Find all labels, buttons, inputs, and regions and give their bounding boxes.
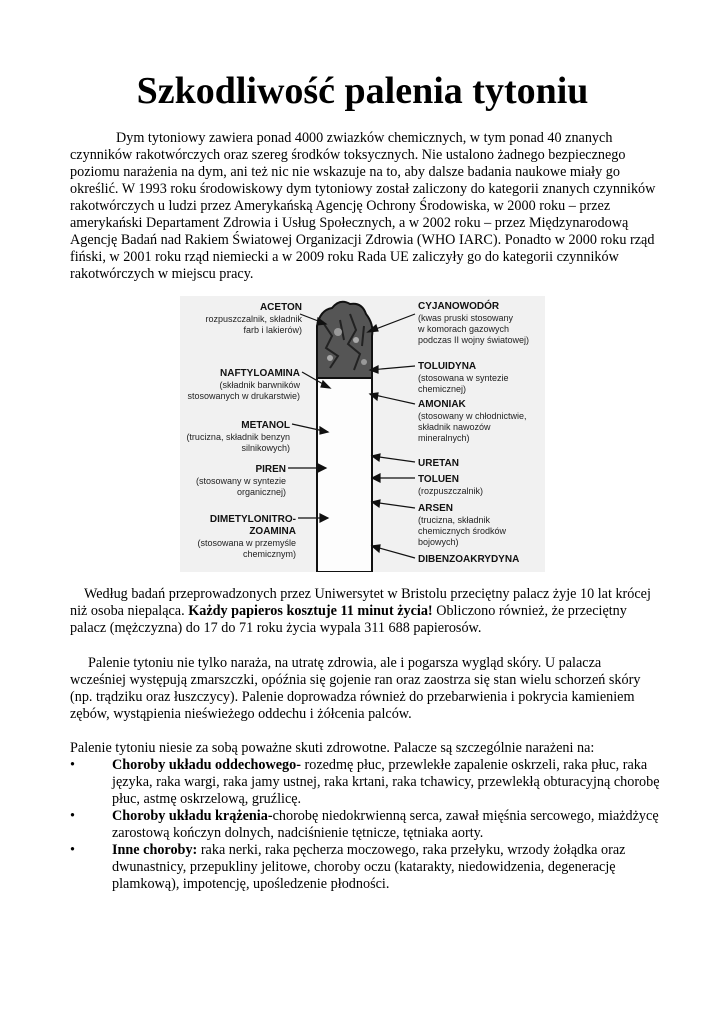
svg-text:organicznej): organicznej): [236, 487, 286, 497]
svg-text:(stosowana w przemyśle: (stosowana w przemyśle: [197, 538, 296, 548]
list-item: • Choroby układu krążenia-chorobę niedokrwienną serca, zawał mięśnia sercowego, miażdżycę zarostową kończyn dolnych, nadciśnienie tętnicze, tętniaka aorty.: [70, 808, 659, 841]
svg-text:w komorach gazowych: w komorach gazowych: [418, 324, 510, 334]
svg-text:chemicznej): chemicznej): [418, 384, 467, 394]
svg-text:(trucizna, składnik benzyn: (trucizna, składnik benzyn: [186, 432, 290, 442]
cigarette-icon: [317, 302, 372, 572]
svg-text:(rozpuszczalnik): (rozpuszczalnik): [418, 486, 484, 496]
label-aceton: ACETON: [259, 302, 302, 313]
label-cyjanowodor: CYJANOWODÓR: [418, 301, 500, 312]
label-amoniak: AMONIAK: [418, 399, 466, 410]
svg-text:(stosowana w syntezie: (stosowana w syntezie: [418, 373, 509, 383]
svg-text:(trucizna, składnik: (trucizna, składnik: [418, 515, 491, 525]
diseases-section: [70, 740, 660, 893]
svg-text:ZOAMINA: ZOAMINA: [249, 526, 296, 537]
label-dibenzoakrydyna: DIBENZOAKRYDYNA: [418, 554, 520, 565]
list-item: • Choroby układu oddechowego- rozedmę płuc, przewlekłe zapalenie oskrzeli, raka płuc, raka języka, raka wargi, raka jamy ustnej, raka krtani, raka tchawicy, przewlekłą obturacyjną chorobę płuc, astmę oskrzelową, gruźlicę.: [70, 757, 660, 807]
svg-text:(stosowany w chłodnictwie,: (stosowany w chłodnictwie,: [418, 411, 527, 421]
page-title: Szkodliwość palenia tytoniu: [136, 70, 589, 112]
label-uretan: URETAN: [418, 458, 459, 469]
label-arsen: ARSEN: [418, 503, 454, 514]
svg-text:składnik nawozów: składnik nawozów: [418, 422, 491, 432]
svg-text:podczas II wojny światowej): podczas II wojny światowej): [418, 335, 530, 345]
svg-text:farb i lakierów): farb i lakierów): [243, 325, 302, 335]
label-metanol: METANOL: [241, 420, 290, 431]
bristol-paragraph: Według badań przeprowadzonych przez Uniwersytet w Bristolu przeciętny palacz żyje 10 lat krócej niż osoba niepaląca. Każdy papieros kosztuje 11 minut życia! Obliczono również, że przeciętny palacz (mężczyzna) do 17 do 71 roku życia wypala 311 688 papierosów.: [70, 586, 651, 636]
intro-paragraph: Dym tytoniowy zawiera ponad 4000 zwiazków chemicznych, w tym ponad 40 znanych czynników rakotwórczych oraz szereg środków toksycznych. Nie ustalono żadnego bezpiecznego poziomu narażenia na dym, ani też nic nie wskazuje na to, aby dalsze badania naukowe miały go określić. W 1993 roku środowiskowy dym tytoniowy został zaliczony do kategorii znanych czynników rakotwórczych u ludzi przez Amerykańską Agencję Ochrony Środowiska, w 2000 roku – przez amerykański Departament Zdrowia i Usług Społecznych, a w 2002 roku – przez Międzynarodową Agencję Badań nad Rakiem Światowej Organizacji Zdrowia (WHO IARC). Ponadto w 2000 roku rząd fiński, w 2001 roku rząd niemiecki a w 2009 roku Rada UE zaliczyły go do kategorii czynników rakotwórczych w miejscu pracy.: [70, 130, 656, 282]
label-naftyloamina: NAFTYLOAMINA: [220, 368, 300, 379]
svg-text:rozpuszczalnik, składnik: rozpuszczalnik, składnik: [205, 314, 302, 324]
label-toluidyna: TOLUIDYNA: [418, 361, 477, 372]
svg-text:chemicznych środków: chemicznych środków: [418, 526, 507, 536]
svg-text:stosowanych w drukarstwie): stosowanych w drukarstwie): [187, 391, 300, 401]
label-piren: PIREN: [255, 464, 286, 475]
svg-text:bojowych): bojowych): [418, 537, 459, 547]
list-item: • Inne choroby: raka nerki, raka pęcherza moczowego, raka przełyku, wrzody żołądka oraz dwunastnicy, przepukliny jelitowe, choroby oczu (katarakty, niedowidzenia, degenerację plamkową), impotencję, upośledzenie płodności.: [70, 842, 626, 892]
label-dimetylonitrozoamina: DIMETYLONITRO-: [209, 514, 296, 525]
label-toluen: TOLUEN: [418, 474, 459, 485]
cigarette-chemicals-figure: [180, 296, 545, 572]
svg-text:silnikowych): silnikowych): [241, 443, 290, 453]
svg-text:chemicznym): chemicznym): [242, 549, 296, 559]
svg-text:(kwas pruski stosowany: (kwas pruski stosowany: [418, 313, 514, 323]
svg-text:(stosowany w syntezie: (stosowany w syntezie: [195, 476, 286, 486]
skin-paragraph: Palenie tytoniu nie tylko naraża, na utratę zdrowia, ale i pogarsza wygląd skóry. U palacza wcześniej występują zmarszczki, opóźnia się gojenie ran oraz zaostrza się stan wielu schorzeń skóry (np. trądziku oraz łuszczycy). Palenie doprowadza również do przebarwienia i pokrycia kamieniem zębów, wystąpienia nieświeżego oddechu i żółcenia palców.: [70, 655, 641, 722]
svg-text:(składnik barwników: (składnik barwników: [219, 380, 300, 390]
cost-highlight: Każdy papieros kosztuje 11 minut życia!: [188, 603, 433, 619]
diseases-lead: Palenie tytoniu niesie za sobą poważne skuti zdrowotne. Palacze są szczególnie narażeni na:: [70, 740, 595, 756]
svg-text:mineralnych): mineralnych): [418, 433, 470, 443]
